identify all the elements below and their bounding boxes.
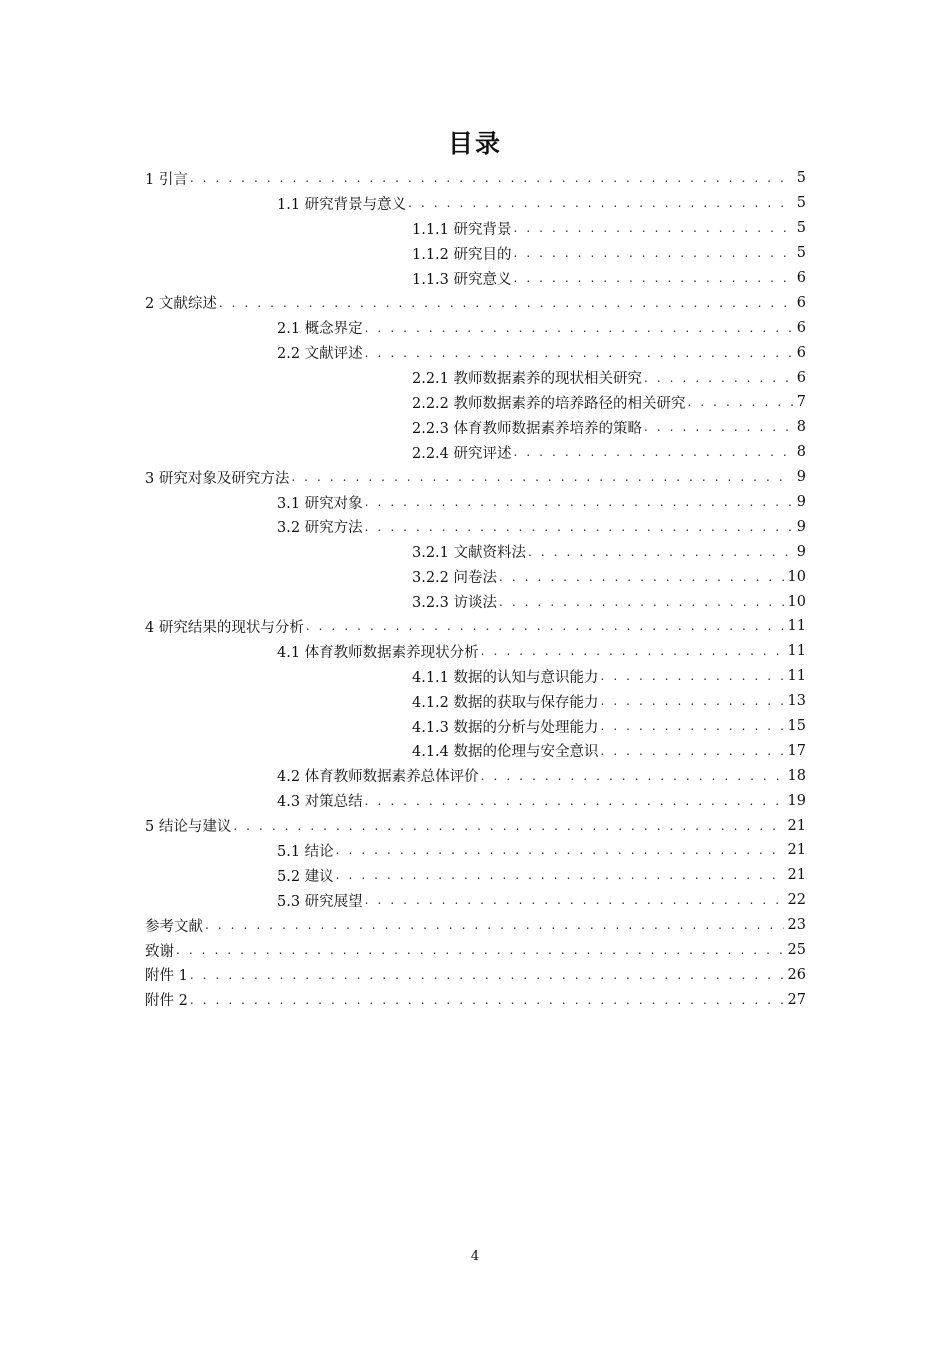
toc-entry[interactable]: [145, 539, 806, 564]
toc-entry-label: 2 文献综述: [145, 296, 217, 313]
toc-entry[interactable]: [145, 689, 806, 714]
toc-entry-page: 9: [796, 518, 806, 535]
dot-leader: [528, 546, 793, 558]
toc-entry-label: 4.1 体育教师数据素养现状分析: [277, 644, 479, 661]
toc-entry[interactable]: [145, 763, 806, 788]
toc-entry-page: 11: [787, 618, 806, 635]
toc-entry-page: 21: [787, 867, 806, 884]
toc-entry-page: 10: [787, 593, 806, 610]
toc-entry-label: 参考文献: [145, 918, 203, 935]
toc-entry-label: 2.2.1 教师数据素养的现状相关研究: [412, 371, 643, 388]
dot-leader: [365, 496, 793, 508]
toc-entry-page: 9: [796, 494, 806, 511]
toc-entry-label: 1.1.2 研究目的: [412, 246, 512, 263]
dot-leader: [336, 869, 784, 881]
toc-entry-page: 9: [796, 469, 806, 486]
toc-entry-label: 附件 1: [145, 968, 188, 985]
dot-leader: [336, 844, 784, 856]
toc-entry[interactable]: [145, 490, 806, 515]
toc-entry-label: 2.2.2 教师数据素养的培养路径的相关研究: [412, 395, 686, 412]
toc-entry-label: 2.1 概念界定: [277, 321, 363, 338]
toc-entry-label: 4.2 体育教师数据素养总体评价: [277, 769, 479, 786]
toc-entry[interactable]: [145, 963, 806, 988]
dot-leader: [601, 670, 784, 682]
toc-entry-page: 17: [787, 742, 806, 759]
toc-entry[interactable]: [145, 913, 806, 938]
toc-entry-page: 6: [796, 344, 806, 361]
toc-entry-label: 4.1.2 数据的获取与保存能力: [412, 694, 599, 711]
toc-entry-label: 5.2 建议: [277, 868, 334, 885]
toc-entry-page: 13: [787, 693, 806, 710]
table-of-contents: [145, 166, 806, 1012]
dot-leader: [499, 596, 784, 608]
toc-entry-label: 4 研究结果的现状与分析: [145, 619, 304, 636]
toc-entry[interactable]: [145, 639, 806, 664]
toc-entry[interactable]: [145, 315, 806, 340]
toc-entry[interactable]: [145, 266, 806, 291]
dot-leader: [365, 894, 784, 906]
dot-leader: [601, 745, 784, 757]
toc-entry-label: 1 引言: [145, 171, 188, 188]
dot-leader: [688, 396, 793, 408]
toc-entry-label: 5.1 结论: [277, 843, 334, 860]
dot-leader: [233, 820, 783, 832]
toc-entry-page: 25: [787, 942, 806, 959]
toc-entry-label: 4.3 对策总结: [277, 794, 363, 811]
toc-entry-page: 6: [796, 369, 806, 386]
toc-entry-label: 2.2.4 研究评述: [412, 445, 512, 462]
toc-entry-page: 21: [787, 842, 806, 859]
dot-leader: [481, 645, 784, 657]
toc-entry[interactable]: [145, 788, 806, 813]
dot-leader: [190, 969, 784, 981]
toc-entry[interactable]: [145, 589, 806, 614]
toc-entry-label: 致谢: [145, 943, 174, 960]
dot-leader: [190, 172, 793, 184]
toc-entry-page: 11: [787, 668, 806, 685]
toc-entry-label: 1.1.3 研究意义: [412, 271, 512, 288]
toc-entry[interactable]: [145, 241, 806, 266]
toc-entry-label: 4.1.4 数据的伦理与安全意识: [412, 744, 599, 761]
toc-entry-page: 21: [787, 817, 806, 834]
dot-leader: [205, 919, 784, 931]
toc-entry-label: 1.1 研究背景与意义: [277, 196, 407, 213]
toc-entry-page: 6: [796, 294, 806, 311]
toc-entry[interactable]: [145, 813, 806, 838]
toc-entry-page: 18: [787, 767, 806, 784]
toc-entry-page: 6: [796, 270, 806, 286]
toc-entry[interactable]: [145, 340, 806, 365]
toc-entry-label: 3.2 研究方法: [277, 520, 363, 537]
dot-leader: [601, 720, 784, 732]
dot-leader: [190, 994, 784, 1006]
toc-entry-page: 11: [787, 643, 806, 660]
toc-entry-page: 26: [787, 966, 806, 983]
toc-entry-label: 2.2 文献评述: [277, 346, 363, 363]
dot-leader: [481, 770, 784, 782]
dot-leader: [365, 347, 793, 359]
toc-entry-page: 23: [787, 917, 806, 934]
toc-entry-page: 5: [796, 245, 806, 262]
toc-entry[interactable]: [145, 191, 806, 216]
toc-entry-label: 3.2.2 问卷法: [412, 570, 498, 587]
page-number: 4: [470, 1249, 480, 1264]
dot-leader: [408, 197, 793, 209]
dot-leader: [306, 620, 784, 632]
toc-entry-label: 3 研究对象及研究方法: [145, 470, 290, 487]
toc-entry[interactable]: [145, 465, 806, 490]
toc-entry-label: 3.2.3 访谈法: [412, 595, 498, 612]
toc-entry-page: 19: [787, 792, 806, 809]
toc-entry[interactable]: [145, 564, 806, 589]
toc-entry[interactable]: [145, 838, 806, 863]
dot-leader: [644, 421, 793, 433]
dot-leader: [514, 446, 793, 458]
toc-entry-label: 5 结论与建议: [145, 819, 232, 836]
dot-leader: [176, 944, 784, 956]
toc-entry-page: 5: [796, 195, 806, 212]
toc-entry-page: 8: [796, 444, 806, 461]
toc-entry[interactable]: [145, 714, 806, 739]
toc-entry[interactable]: [145, 166, 806, 191]
toc-entry[interactable]: [145, 390, 806, 415]
toc-entry[interactable]: [145, 987, 806, 1012]
toc-entry-page: 22: [787, 892, 806, 909]
toc-entry[interactable]: [145, 738, 806, 763]
toc-entry-page: 6: [796, 319, 806, 336]
toc-entry-page: 10: [787, 568, 806, 585]
toc-entry[interactable]: [145, 440, 806, 465]
toc-entry-label: 3.1 研究对象: [277, 495, 363, 512]
toc-entry-label: 4.1.1 数据的认知与意识能力: [412, 669, 599, 686]
dot-leader: [514, 222, 793, 234]
toc-entry-page: 9: [796, 543, 806, 560]
toc-entry-page: 15: [787, 718, 806, 735]
toc-entry[interactable]: [145, 938, 806, 963]
toc-entry[interactable]: [145, 415, 806, 440]
toc-entry[interactable]: [145, 514, 806, 539]
dot-leader: [365, 322, 793, 334]
toc-entry[interactable]: [145, 290, 806, 315]
dot-leader: [514, 247, 793, 259]
dot-leader: [291, 471, 792, 483]
toc-entry[interactable]: [145, 614, 806, 639]
dot-leader: [365, 795, 784, 807]
toc-entry-page: 27: [787, 991, 806, 1008]
toc-title: 目录: [447, 129, 502, 158]
toc-entry[interactable]: [145, 365, 806, 390]
toc-entry-label: 2.2.3 体育教师数据素养培养的策略: [412, 420, 643, 437]
dot-leader: [514, 272, 793, 284]
toc-entry-label: 附件 2: [145, 993, 188, 1010]
dot-leader: [644, 372, 793, 384]
toc-entry-label: 3.2.1 文献资料法: [412, 545, 527, 562]
dot-leader: [365, 521, 793, 533]
toc-entry-page: 5: [796, 170, 806, 187]
dot-leader: [219, 297, 793, 309]
toc-entry-page: 8: [796, 419, 806, 436]
toc-entry-label: 5.3 研究展望: [277, 893, 363, 910]
toc-entry[interactable]: [145, 888, 806, 913]
toc-entry-page: 5: [796, 220, 806, 237]
toc-entry[interactable]: [145, 664, 806, 689]
toc-entry[interactable]: [145, 863, 806, 888]
toc-entry-label: 4.1.3 数据的分析与处理能力: [412, 719, 599, 736]
toc-entry-label: 1.1.1 研究背景: [412, 221, 512, 238]
toc-entry[interactable]: [145, 216, 806, 241]
toc-entry-page: 7: [796, 394, 806, 411]
dot-leader: [499, 571, 784, 583]
dot-leader: [601, 695, 784, 707]
